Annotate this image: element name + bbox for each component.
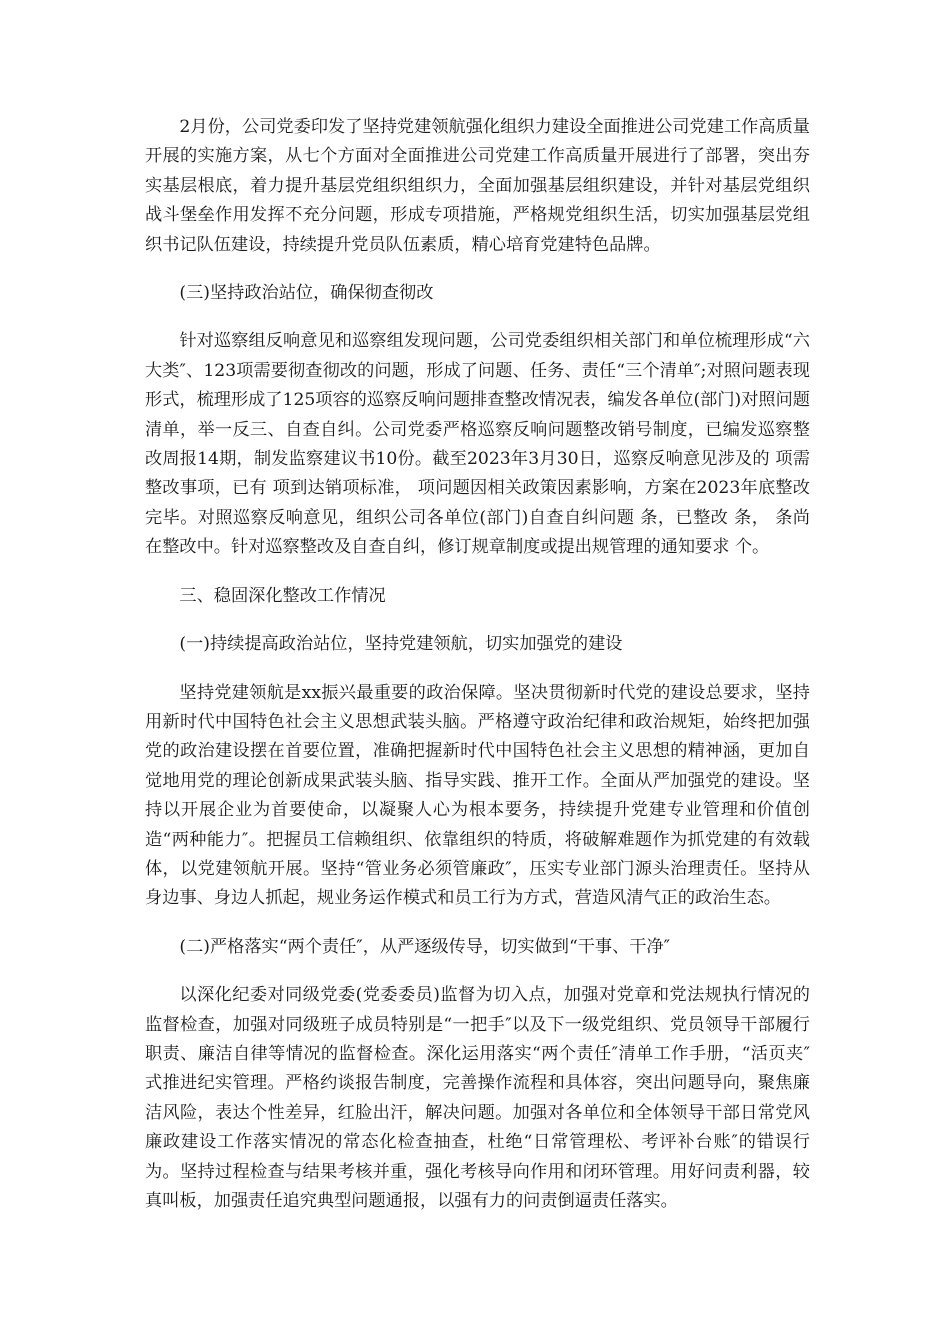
heading-section-1-party-building: (一)持续提高政治站位，坚持党建领航，切实加强党的建设 bbox=[179, 634, 623, 655]
paragraph-implementation-plan: 2月份，公司党委印发了坚持党建领航强化组织力建设全面推进公司党建工作高质量开展的实施方案，从七个方面对全面推进公司党建工作高质量开展进行了部署，突出夯实基层根底，着力提升基层党组织组织力，全面加强基层组织建设，并针对基层党组织战斗堡垒作用发挥不充分问题，形成专项措施，严格规党组织生活，切实加强基层党组织书记队伍建设，持续提升党员队伍素质，精心培育党建特色品牌。 bbox=[145, 117, 810, 255]
document-body bbox=[145, 113, 810, 1216]
paragraph-party-building-leadership: 坚持党建领航是xx振兴最重要的政治保障。坚决贯彻新时代党的建设总要求，坚持用新时代中国特色社会主义思想武装头脑。严格遵守政治纪律和政治规矩，始终把加强党的政治建设摆在首要位置，准确把握新时代中国特色社会主义思想的精神涵，更加自觉地用党的理论创新成果武装头脑、指导实践、推开工作。全面从严加强党的建设。坚持以开展企业为首要使命，以凝聚人心为根本要务，持续提升党建专业管理和价值创造“两种能力″。把握员工信赖组织、依靠组织的特质，将破解难题作为抓党建的有效载体，以党建领航开展。坚持“管业务必须管廉政″，压实专业部门源头治理责任。坚持从身边事、身边人抓起，规业务运作模式和员工行为方式，营造风清气正的政治生态。 bbox=[145, 682, 810, 909]
heading-section-2-two-responsibilities: (二)严格落实“两个责任″，从严逐级传导，切实做到“干事、干净″ bbox=[179, 936, 671, 957]
paragraph-supervision-inspection: 以深化纪委对同级党委(党委委员)监督为切入点，加强对党章和党法规执行情况的监督检查，加强对同级班子成员特别是“一把手″以及下一级党组织、党员领导干部履行职责、廉洁自律等情况的监督检查。深化运用落实“两个责任″清单工作手册，“活页夹″式推进纪实管理。严格约谈报告制度，完善操作流程和具体容，突出问题导向，聚焦廉洁风险，表达个性差异，红脸出汗，解决问题。加强对各单位和全体领导干部日常党风廉政建设工作落实情况的常态化检查抽查，杜绝“日常管理松、考评补台账″的错误行为。坚持过程检查与结果考核并重，强化考核导向作用和闭环管理。用好问责利器，较真叫板，加强责任追究典型问题通报，以强有力的问责倒逼责任落实。 bbox=[145, 985, 810, 1211]
heading-section-3-political-stance: (三)坚持政治站位，确保彻查彻改 bbox=[179, 283, 434, 304]
heading-consolidate-rectification: 三、稳固深化整改工作情况 bbox=[179, 585, 386, 606]
paragraph-inspection-rectification: 针对巡察组反响意见和巡察组发现问题，公司党委组织相关部门和单位梳理形成“六大类″、123项需要彻查彻改的问题，形成了问题、任务、责任“三个清单″;对照问题表现形式，梳理形成了125项容的巡察反响问题排查整改情况表，编发各单位(部门)对照问题清单，举一反三、自查自纠。公司党委严格巡察反响问题整改销号制度，已编发巡察整改周报14期，制发监察建议书10份。截至2023年3月30日，巡察反响意见涉及的 项需整改事项，已有 项到达销项标准， 项问题因相关政策因素影响，方案在2023年底整改完毕。对照巡察反响意见，组织公司各单位(部门)自查自纠问题 条，已整改 条， 条尚在整改中。针对巡察整改及自查自纠，修订规章制度或提出规管理的通知要求 个。 bbox=[145, 331, 810, 558]
